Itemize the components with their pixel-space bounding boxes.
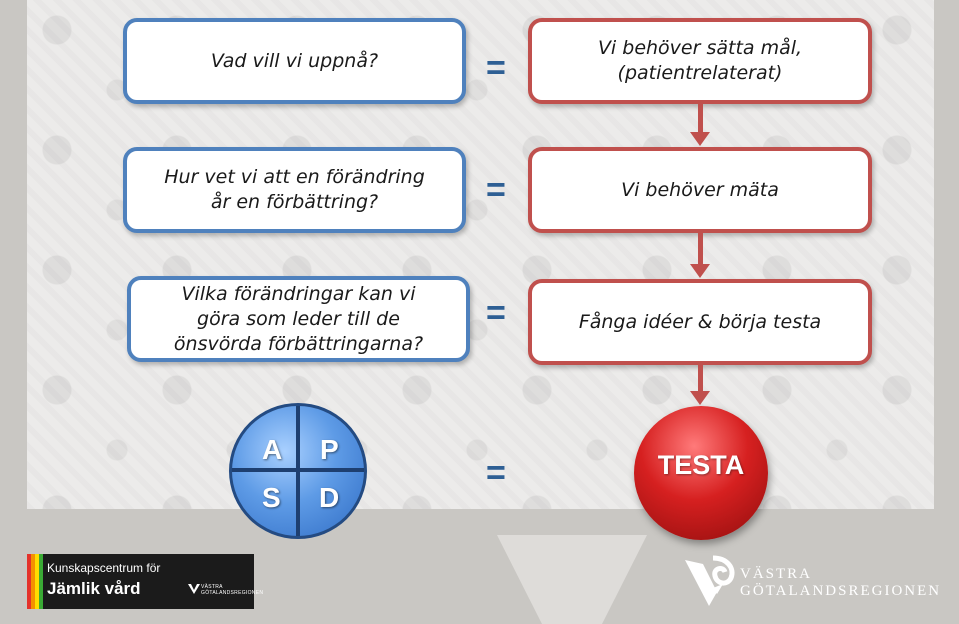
answer-text: Vi behöver sätta mål, (patientrelaterat) [597,37,803,84]
vgr-line-1: VÄSTRA [740,566,813,582]
testa-label: TESTA [657,449,745,480]
question-text: Vad vill vi uppnå? [210,49,379,72]
bottom-decoration [497,535,647,624]
arrow-down-icon [690,391,710,405]
arrow-down-icon [690,132,710,146]
equals-sign-1: = [486,49,506,87]
vgr-small-logo-icon [187,582,201,596]
logo-line-1: Kunskapscentrum för [47,561,161,575]
equals-sign-2: = [486,171,506,209]
vgr-wordmark [740,566,941,600]
question-box-2 [123,147,466,233]
pdsa-label-a: A [262,434,283,465]
equals-sign-3: = [486,294,506,332]
question-text: Vilka förändringar kan vi göra som leder till de önsvörda förbättringarna? [173,282,424,355]
pdsa-label-p: P [320,434,339,465]
arrow-shaft-3 [698,365,703,393]
arrow-shaft-2 [698,233,703,266]
answer-box-1 [528,18,872,104]
pdsa-horizontal-divider [232,468,364,472]
equals-sign-4: = [486,454,506,492]
logo-small-text: VÄSTRA GÖTALANDSREGIONEN [201,584,264,596]
answer-box-2 [528,147,872,233]
vgr-line-2: GÖTALANDSREGIONEN [740,583,942,599]
pdsa-label-d: D [319,482,340,513]
arrow-down-icon [690,264,710,278]
question-box-1 [123,18,466,104]
question-text: Hur vet vi att en förändring år en förbättring? [164,166,425,213]
testa-circle [634,406,768,540]
answer-box-3 [528,279,872,365]
arrow-shaft-1 [698,104,703,134]
answer-text: Fånga idéer & börja testa [578,310,822,333]
answer-text: Vi behöver mäta [621,178,779,201]
pdsa-circle [229,403,367,539]
pdsa-label-s: S [262,482,281,513]
jamlik-vard-logo [27,554,264,609]
question-box-3 [127,276,470,362]
vgr-logo-icon [683,554,739,610]
logo-line-2: Jämlik vård [47,579,141,598]
